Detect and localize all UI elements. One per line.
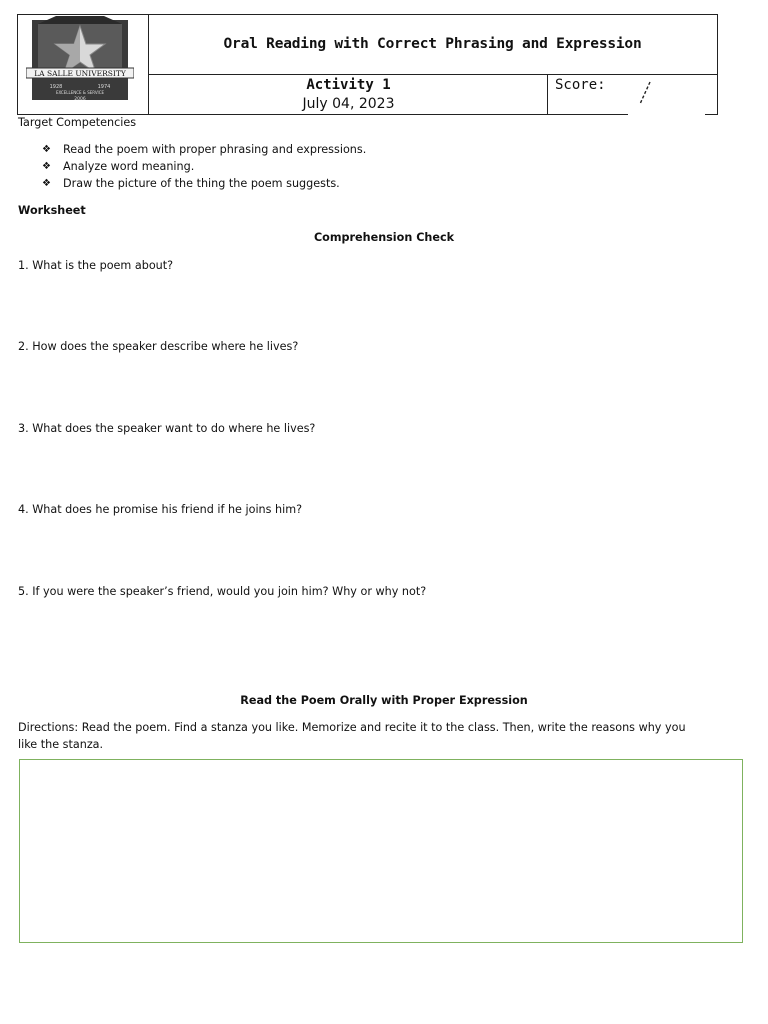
activity-date: July 04, 2023 xyxy=(302,96,395,112)
list-item: ❖ Draw the picture of the thing the poem suggests. xyxy=(42,177,366,194)
question-2: 2. How does the speaker describe where he lives? xyxy=(18,340,299,353)
competencies-list xyxy=(42,143,366,194)
svg-text:EXCELLENCE & SERVICE: EXCELLENCE & SERVICE xyxy=(55,90,105,95)
answer-box[interactable] xyxy=(19,759,743,943)
diamond-bullet-icon: ❖ xyxy=(42,178,51,189)
question-1: 1. What is the poem about? xyxy=(18,259,174,272)
header-border-top xyxy=(17,14,718,15)
logo-icon xyxy=(26,16,134,104)
directions-line-1: Directions: Read the poem. Find a stanza you like. Memorize and recite it to the class. Then, write the reasons why you xyxy=(18,721,686,734)
competencies-heading: Target Competencies xyxy=(18,116,137,129)
header-border-bottom xyxy=(17,114,628,115)
score-slash-mark xyxy=(636,80,654,106)
recitation-title: Read the Poem Orally with Proper Expression xyxy=(240,694,528,707)
svg-text:1928: 1928 xyxy=(49,84,63,90)
header-border-logo xyxy=(148,14,149,115)
directions-line-2: like the stanza. xyxy=(18,738,104,751)
question-3: 3. What does the speaker want to do where he lives? xyxy=(18,422,316,435)
diamond-bullet-icon: ❖ xyxy=(42,144,51,155)
header-divider xyxy=(148,74,718,75)
worksheet-heading: Worksheet xyxy=(18,204,86,217)
score-label: Score: xyxy=(555,77,606,93)
header-border-score xyxy=(547,74,548,115)
la-salle-university-logo xyxy=(26,16,134,104)
diamond-bullet-icon: ❖ xyxy=(42,161,51,172)
svg-text:LA SALLE UNIVERSITY: LA SALLE UNIVERSITY xyxy=(34,69,126,78)
question-5: 5. If you were the speaker’s friend, would you join him? Why or why not? xyxy=(18,585,427,598)
header-border-left xyxy=(17,14,18,115)
question-4: 4. What does he promise his friend if he joins him? xyxy=(18,503,303,516)
header-border-right xyxy=(717,14,718,115)
page-title: Oral Reading with Correct Phrasing and Expression xyxy=(223,36,642,52)
list-item: ❖ Read the poem with proper phrasing and expressions. xyxy=(42,143,366,160)
svg-text:1974: 1974 xyxy=(97,84,111,90)
activity-label: Activity 1 xyxy=(306,77,391,93)
svg-text:2006: 2006 xyxy=(74,97,86,102)
comprehension-title: Comprehension Check xyxy=(313,231,455,244)
list-item: ❖ Analyze word meaning. xyxy=(42,160,366,177)
